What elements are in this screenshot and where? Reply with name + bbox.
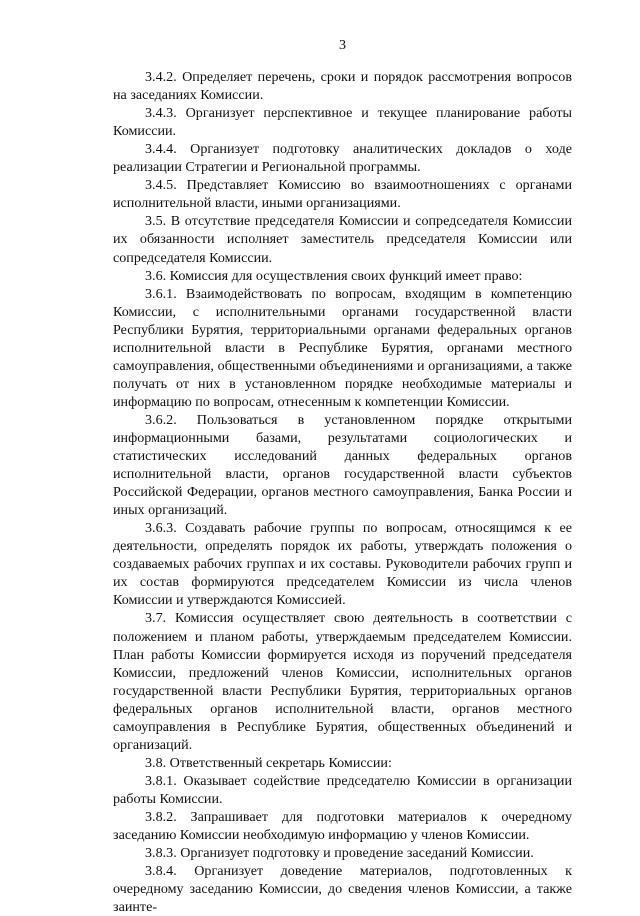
paragraph-3-8-2: 3.8.2. Запрашивает для подготовки материалов к очередному заседанию Комиссии необходимую информацию у членов Комиссии. xyxy=(113,808,572,844)
paragraph-3-4-2: 3.4.2. Определяет перечень, сроки и порядок рассмотрения вопросов на заседаниях Комиссии. xyxy=(113,69,572,104)
paragraph-3-6-2: 3.6.2. Пользоваться в установленном порядке открытыми информационными базами, результатами социологических и статистических исследований данных федеральных органов исполнительной власти, органов государственной власти субъектов Российской Федерации, органов местного самоуправления, Банка России и иных организаций. xyxy=(113,411,572,519)
paragraph-3-6: 3.6. Комиссия для осуществления своих функций имеет право: xyxy=(145,267,523,284)
page-number: 3 xyxy=(338,37,347,53)
paragraph-3-7: 3.7. Комиссия осуществляет свою деятельность в соответствии с положением и планом работы, утверждаемым председателем Комиссии. План работы Комиссии формируется исходя из поручений председателя Комиссии, предложений членов Комиссии, исполнительных органов государственной власти Республики Бурятия, территориальных органов федеральных органов исполнительной власти, органов местного самоуправления в Республике Бурятия, общественных объединений и организаций. xyxy=(113,610,572,753)
paragraph-3-6-3: 3.6.3. Создавать рабочие группы по вопросам, относящимся к ее деятельности, определять порядок их работы, утверждать положения о создаваемых рабочих группах и их составы. Руководители рабочих групп и их состав формируются председателем Комиссии из числа членов Комиссии и утверждаются Комиссией. xyxy=(113,520,572,609)
paragraph-3-5: 3.5. В отсутствие председателя Комиссии и сопредседателя Комиссии их обязанности исполняет заместитель председателя Комиссии или сопредседателя Комиссии. xyxy=(113,213,572,266)
paragraph-3-8-1: 3.8.1. Оказывает содействие председателю Комиссии в организации работы Комиссии. xyxy=(113,772,572,807)
paragraph-3-8: 3.8. Ответственный секретарь Комиссии: xyxy=(145,754,392,771)
paragraph-3-4-4: 3.4.4. Организует подготовку аналитических докладов о ходе реализации Стратегии и Региональной программы. xyxy=(113,141,572,176)
paragraph-3-8-3: 3.8.3. Организует подготовку и проведение заседаний Комиссии. xyxy=(145,845,534,862)
paragraph-3-6-1: 3.6.1. Взаимодействовать по вопросам, входящим в компетенцию Комиссии, с исполнительными органами государственной власти Республики Бурятия, территориальными органами федеральных органов исполнительной власти в Республике Бурятия, органами местного самоуправления, общественными объединениями и организациями, а также получать от них в установленном порядке необходимые материалы и информацию по вопросам, отнесенным к компетенции Комиссии. xyxy=(113,285,572,410)
paragraph-3-8-4: 3.8.4. Организует доведение материалов, подготовленных к очередному заседанию Комиссии, до сведения членов Комиссии, а также заинте- xyxy=(113,863,572,916)
paragraph-3-4-3: 3.4.3. Организует перспективное и текущее планирование работы Комиссии. xyxy=(113,105,572,140)
paragraph-3-4-5: 3.4.5. Представляет Комиссию во взаимоотношениях с органами исполнительной власти, иными организациями. xyxy=(113,177,572,212)
